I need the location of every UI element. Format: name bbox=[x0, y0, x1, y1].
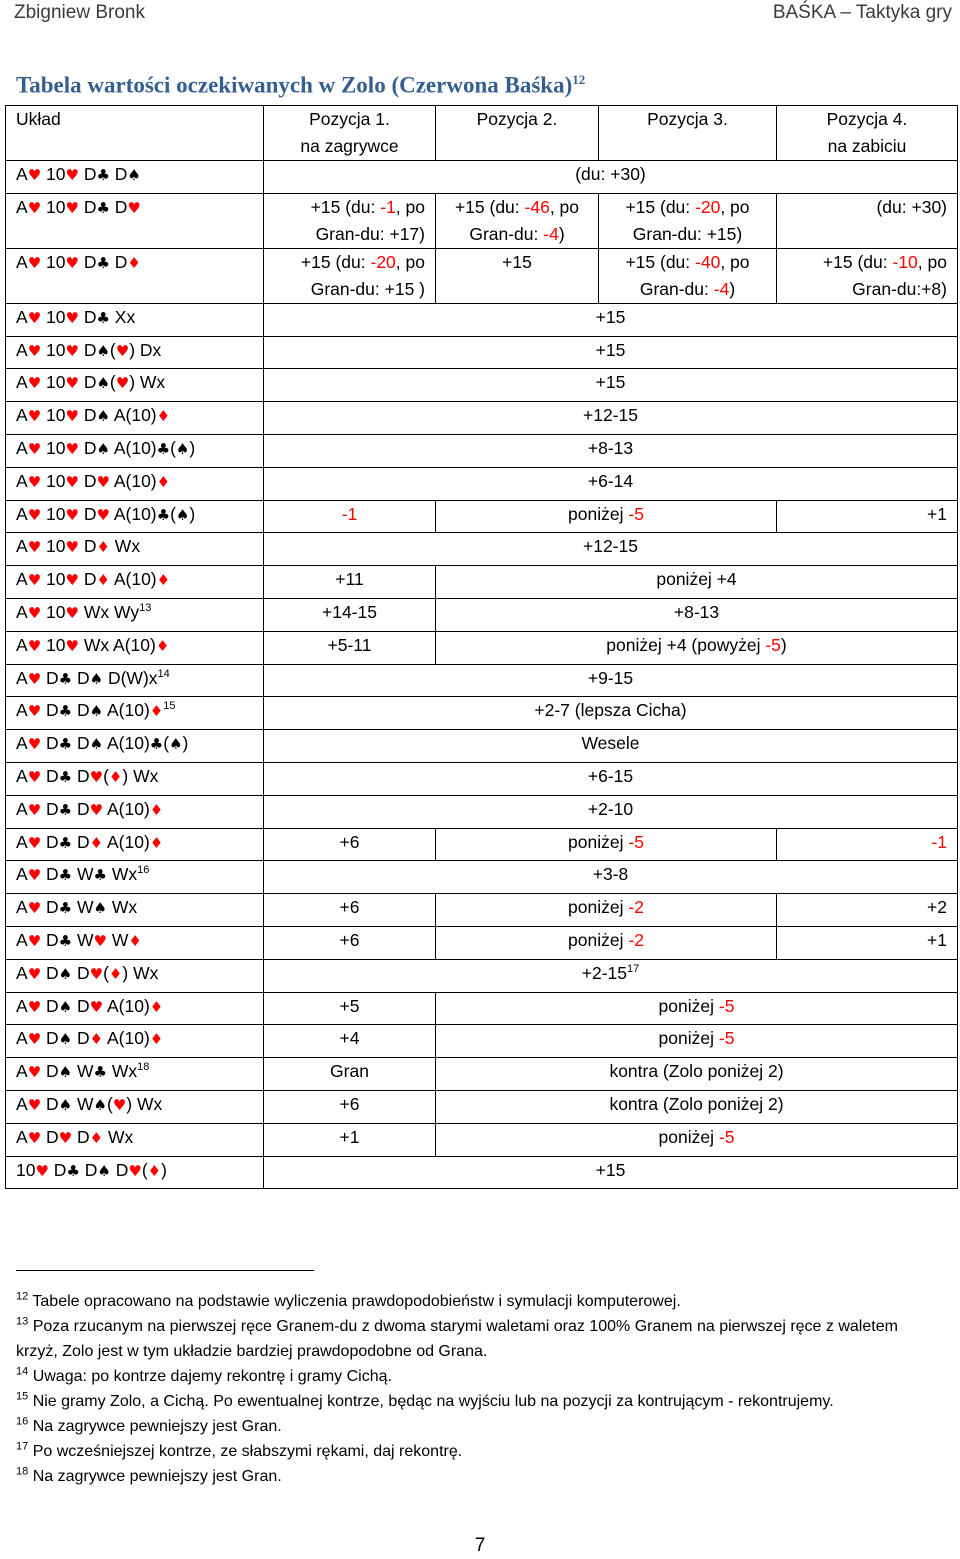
spade-suit-icon: ♠ bbox=[175, 505, 190, 524]
heart-suit-icon: ♥ bbox=[27, 931, 42, 950]
value-cell: +2-10 bbox=[264, 795, 958, 828]
value-cell: +15 bbox=[264, 369, 958, 402]
hand-cell: A♥ 10♥ D♣ Xx bbox=[6, 303, 264, 336]
value-cell: -1 bbox=[777, 828, 958, 861]
hand-cell: A♥ D♣ W♥ W♦ bbox=[6, 926, 264, 959]
value-cell: +1 bbox=[777, 500, 958, 533]
table-row bbox=[6, 894, 958, 927]
diamond-suit-icon: ♦ bbox=[147, 1161, 162, 1180]
heart-suit-icon: ♥ bbox=[27, 505, 42, 524]
footnote-number: 12 bbox=[16, 1290, 29, 1303]
hand-cell: A♥ 10♥ D♥ A(10)♦ bbox=[6, 467, 264, 500]
table-row bbox=[6, 161, 958, 194]
table-row bbox=[6, 697, 958, 730]
hand-cell: A♥ D♠ W♣ Wx$^{18}$ bbox=[6, 1058, 264, 1091]
spade-suit-icon: ♠ bbox=[58, 1095, 73, 1114]
table-row bbox=[6, 500, 958, 533]
heart-suit-icon: ♥ bbox=[35, 1161, 49, 1180]
hand-cell: A♥ D♣ D♠ D(W)x$^{14}$ bbox=[6, 664, 264, 697]
hand-cell: A♥ 10♥ Wx Wy$^{13}$ bbox=[6, 598, 264, 631]
value-cell: +15 (du: -20, po Gran-du: +15 ) bbox=[264, 248, 436, 303]
spade-suit-icon: ♠ bbox=[169, 735, 183, 754]
club-suit-icon: ♣ bbox=[66, 1161, 80, 1180]
heart-suit-icon: ♥ bbox=[128, 1161, 142, 1180]
heart-suit-icon: ♥ bbox=[65, 341, 79, 360]
footnote-number: 14 bbox=[16, 1365, 29, 1378]
table-row bbox=[6, 467, 958, 500]
hand-cell: A♥ D♣ W♣ Wx$^{16}$ bbox=[6, 861, 264, 894]
footnote-item: $^{17}$ Po wcześniejszej kontrze, ze słabszymi rękami, daj rekontrę. bbox=[16, 1440, 463, 1460]
diamond-suit-icon: ♦ bbox=[127, 253, 141, 272]
hand-cell: A♥ D♣ D♥ A(10)♦ bbox=[6, 795, 264, 828]
heart-suit-icon: ♥ bbox=[93, 931, 107, 950]
title-footnote-ref: 12 bbox=[572, 72, 586, 87]
table-row bbox=[6, 598, 958, 631]
table-row bbox=[6, 992, 958, 1025]
value-cell: +4 bbox=[264, 1025, 436, 1058]
hand-cell: A♥ 10♥ D♦ A(10)♦ bbox=[6, 566, 264, 599]
diamond-suit-icon: ♦ bbox=[89, 1030, 104, 1049]
club-suit-icon: ♣ bbox=[93, 866, 107, 885]
table-row bbox=[6, 248, 958, 303]
diamond-suit-icon: ♦ bbox=[96, 571, 110, 590]
heart-suit-icon: ♥ bbox=[65, 472, 79, 491]
table-row bbox=[6, 1090, 958, 1123]
table-row bbox=[6, 861, 958, 894]
footnote-item: $^{15}$ Nie gramy Zolo, a Cichą. Po ewentualnej kontrze, będąc na wyjściu lub na pozycji za kontrującym - rekontrujemy. bbox=[16, 1390, 834, 1410]
header-position-2: Pozycja 2. bbox=[436, 106, 599, 161]
value-cell: +2-15$^{17}$ bbox=[264, 959, 958, 992]
table-row bbox=[6, 1025, 958, 1058]
value-cell: +15 (du: -40, po Gran-du: -4) bbox=[599, 248, 777, 303]
hand-cell: A♥ 10♥ D♣ D♠ bbox=[6, 161, 264, 194]
hand-cell: A♥ D♣ D♥(♦) Wx bbox=[6, 762, 264, 795]
hand-cell: A♥ D♣ D♠ A(10)♦$^{15}$ bbox=[6, 697, 264, 730]
spade-suit-icon: ♠ bbox=[89, 735, 104, 754]
table-row bbox=[6, 730, 958, 763]
table-row bbox=[6, 959, 958, 992]
heart-suit-icon: ♥ bbox=[27, 767, 42, 786]
spade-suit-icon: ♠ bbox=[97, 1161, 111, 1180]
value-cell: +2 bbox=[777, 894, 958, 927]
value-cell: +3-8 bbox=[264, 861, 958, 894]
table-row bbox=[6, 795, 958, 828]
value-cell: poniżej -5 bbox=[436, 992, 958, 1025]
diamond-suit-icon: ♦ bbox=[149, 800, 164, 819]
footnote-ref: 15 bbox=[163, 700, 176, 713]
heart-suit-icon: ♥ bbox=[27, 603, 42, 622]
table-row bbox=[6, 631, 958, 664]
club-suit-icon: ♣ bbox=[58, 735, 73, 754]
value-cell: +1 bbox=[264, 1123, 436, 1156]
header-position-3: Pozycja 3. bbox=[599, 106, 777, 161]
heart-suit-icon: ♥ bbox=[65, 374, 79, 393]
diamond-suit-icon: ♦ bbox=[149, 1030, 164, 1049]
value-cell: Wesele bbox=[264, 730, 958, 763]
value-cell: +8-13 bbox=[436, 598, 958, 631]
spade-suit-icon: ♠ bbox=[89, 669, 104, 688]
footnote-ref: 16 bbox=[137, 864, 150, 877]
heart-suit-icon: ♥ bbox=[65, 407, 79, 426]
heart-suit-icon: ♥ bbox=[65, 308, 79, 327]
heart-suit-icon: ♥ bbox=[89, 964, 104, 983]
hand-cell: A♥ 10♥ D♠(♥) Wx bbox=[6, 369, 264, 402]
expected-values-table bbox=[5, 105, 958, 1189]
hand-cell: A♥ 10♥ D♣ D♥ bbox=[6, 193, 264, 248]
value-cell: -1 bbox=[264, 500, 436, 533]
footnotes bbox=[16, 1289, 936, 1489]
club-suit-icon: ♣ bbox=[58, 931, 73, 950]
footnote-number: 17 bbox=[16, 1440, 29, 1453]
heart-suit-icon: ♥ bbox=[27, 1063, 42, 1082]
heart-suit-icon: ♥ bbox=[58, 1128, 73, 1147]
heart-suit-icon: ♥ bbox=[27, 899, 42, 918]
diamond-suit-icon: ♦ bbox=[128, 931, 142, 950]
header-uklad: Układ bbox=[6, 106, 264, 161]
value-cell: +15 (du: -20, po Gran-du: +15) bbox=[599, 193, 777, 248]
table-header-row bbox=[6, 106, 958, 161]
table-row bbox=[6, 533, 958, 566]
value-cell: +15 bbox=[264, 336, 958, 369]
diamond-suit-icon: ♦ bbox=[149, 702, 164, 721]
table-row bbox=[6, 369, 958, 402]
heart-suit-icon: ♥ bbox=[65, 603, 79, 622]
heart-suit-icon: ♥ bbox=[27, 1095, 42, 1114]
title-text: Tabela wartości oczekiwanych w Zolo (Czerwona Baśka) bbox=[16, 72, 573, 98]
value-cell: +11 bbox=[264, 566, 436, 599]
heart-suit-icon: ♥ bbox=[96, 505, 110, 524]
spade-suit-icon: ♠ bbox=[93, 899, 107, 918]
heart-suit-icon: ♥ bbox=[27, 636, 42, 655]
value-cell: (du: +30) bbox=[777, 193, 958, 248]
header-author: Zbigniew Bronk bbox=[14, 2, 145, 23]
diamond-suit-icon: ♦ bbox=[155, 636, 170, 655]
value-cell: +5 bbox=[264, 992, 436, 1025]
diamond-suit-icon: ♦ bbox=[96, 538, 110, 557]
value-cell: poniżej -5 bbox=[436, 1025, 958, 1058]
footnote-number: 15 bbox=[16, 1390, 29, 1403]
value-cell: +12-15 bbox=[264, 402, 958, 435]
footnote-number: 18 bbox=[16, 1465, 29, 1478]
value-cell: Gran bbox=[264, 1058, 436, 1091]
club-suit-icon: ♣ bbox=[156, 505, 171, 524]
heart-suit-icon: ♥ bbox=[27, 439, 42, 458]
header-position-4: Pozycja 4. na zabiciu bbox=[777, 106, 958, 161]
value-cell: +12-15 bbox=[264, 533, 958, 566]
header-position-1: Pozycja 1. na zagrywce bbox=[264, 106, 436, 161]
heart-suit-icon: ♥ bbox=[65, 636, 79, 655]
heart-suit-icon: ♥ bbox=[27, 1030, 42, 1049]
hand-cell: A♥ D♠ D♦ A(10)♦ bbox=[6, 1025, 264, 1058]
heart-suit-icon: ♥ bbox=[27, 833, 42, 852]
value-cell: +1 bbox=[777, 926, 958, 959]
hand-cell: A♥ 10♥ D♠ A(10)♣(♠) bbox=[6, 434, 264, 467]
footnote-ref: 14 bbox=[157, 667, 170, 680]
table-row bbox=[6, 1123, 958, 1156]
heart-suit-icon: ♥ bbox=[27, 997, 42, 1016]
heart-suit-icon: ♥ bbox=[27, 308, 42, 327]
diamond-suit-icon: ♦ bbox=[149, 997, 164, 1016]
heart-suit-icon: ♥ bbox=[65, 505, 79, 524]
value-cell: poniżej -2 bbox=[436, 926, 777, 959]
heart-suit-icon: ♥ bbox=[65, 198, 79, 217]
hand-cell: A♥ D♣ D♦ A(10)♦ bbox=[6, 828, 264, 861]
heart-suit-icon: ♥ bbox=[27, 1128, 42, 1147]
spade-suit-icon: ♠ bbox=[175, 439, 190, 458]
heart-suit-icon: ♥ bbox=[27, 800, 42, 819]
heart-suit-icon: ♥ bbox=[27, 198, 42, 217]
heart-suit-icon: ♥ bbox=[65, 253, 79, 272]
heart-suit-icon: ♥ bbox=[27, 166, 42, 184]
hand-cell: A♥ 10♥ D♠ A(10)♦ bbox=[6, 402, 264, 435]
heart-suit-icon: ♥ bbox=[112, 1095, 127, 1114]
heart-suit-icon: ♥ bbox=[96, 472, 110, 491]
hand-cell: A♥ D♣ D♠ A(10)♣(♠) bbox=[6, 730, 264, 763]
page-title bbox=[16, 72, 585, 99]
table-row bbox=[6, 926, 958, 959]
value-cell: poniżej +4 (powyżej -5) bbox=[436, 631, 958, 664]
spade-suit-icon: ♠ bbox=[96, 439, 110, 458]
hand-cell: A♥ 10♥ D♠(♥) Dx bbox=[6, 336, 264, 369]
club-suit-icon: ♣ bbox=[93, 1063, 107, 1082]
table-row bbox=[6, 762, 958, 795]
hand-cell: A♥ 10♥ D♥ A(10)♣(♠) bbox=[6, 500, 264, 533]
value-cell: +2-7 (lepsza Cicha) bbox=[264, 697, 958, 730]
value-cell: +6-15 bbox=[264, 762, 958, 795]
heart-suit-icon: ♥ bbox=[115, 341, 130, 360]
value-cell: +6 bbox=[264, 1090, 436, 1123]
spade-suit-icon: ♠ bbox=[93, 1095, 107, 1114]
footnote-item: $^{13}$ Poza rzucanym na pierwszej ręce Granem-du z dwoma starymi waletami oraz 100% Granem na pierwszej ręce z waletem krzyż, Zolo jest w tym układzie bardziej prawdopodobne od Grana. bbox=[16, 1315, 898, 1360]
heart-suit-icon: ♥ bbox=[27, 669, 42, 688]
table-row bbox=[6, 828, 958, 861]
heart-suit-icon: ♥ bbox=[27, 702, 42, 721]
table-row bbox=[6, 1058, 958, 1091]
diamond-suit-icon: ♦ bbox=[156, 472, 171, 491]
table-row bbox=[6, 336, 958, 369]
heart-suit-icon: ♥ bbox=[27, 964, 42, 983]
heart-suit-icon: ♥ bbox=[89, 997, 104, 1016]
diamond-suit-icon: ♦ bbox=[149, 833, 164, 852]
page-number: 7 bbox=[474, 1535, 486, 1556]
header-document-title: BAŚKA – Taktyka gry bbox=[772, 2, 952, 23]
heart-suit-icon: ♥ bbox=[27, 571, 42, 590]
hand-cell: A♥ D♠ D♥ A(10)♦ bbox=[6, 992, 264, 1025]
footnote-separator bbox=[16, 1270, 314, 1271]
club-suit-icon: ♣ bbox=[58, 702, 73, 721]
value-cell: +15 bbox=[264, 1156, 958, 1189]
hand-cell: A♥ D♠ D♥(♦) Wx bbox=[6, 959, 264, 992]
spade-suit-icon: ♠ bbox=[58, 997, 73, 1016]
club-suit-icon: ♣ bbox=[156, 439, 171, 458]
footnote-item: $^{16}$ Na zagrywce pewniejszy jest Gran. bbox=[16, 1415, 282, 1435]
value-cell: poniżej -5 bbox=[436, 500, 777, 533]
table-row bbox=[6, 193, 958, 248]
heart-suit-icon: ♥ bbox=[65, 166, 79, 184]
diamond-suit-icon: ♦ bbox=[108, 964, 123, 983]
club-suit-icon: ♣ bbox=[58, 833, 73, 852]
hand-cell: A♥ D♠ W♠(♥) Wx bbox=[6, 1090, 264, 1123]
diamond-suit-icon: ♦ bbox=[108, 767, 123, 786]
value-cell: +6 bbox=[264, 926, 436, 959]
hand-cell: A♥ 10♥ D♣ D♦ bbox=[6, 248, 264, 303]
club-suit-icon: ♣ bbox=[58, 899, 73, 918]
table-row bbox=[6, 303, 958, 336]
value-cell: +14-15 bbox=[264, 598, 436, 631]
footnote-item: $^{18}$ Na zagrywce pewniejszy jest Gran. bbox=[16, 1465, 282, 1485]
hand-cell: 10♥ D♣ D♠ D♥(♦) bbox=[6, 1156, 264, 1189]
table-row bbox=[6, 566, 958, 599]
heart-suit-icon: ♥ bbox=[65, 571, 79, 590]
value-cell: +15 bbox=[264, 303, 958, 336]
heart-suit-icon: ♥ bbox=[89, 800, 104, 819]
value-cell: +9-15 bbox=[264, 664, 958, 697]
table-row bbox=[6, 434, 958, 467]
spade-suit-icon: ♠ bbox=[96, 374, 110, 393]
page-header bbox=[0, 0, 960, 30]
diamond-suit-icon: ♦ bbox=[89, 833, 104, 852]
value-cell: (du: +30) bbox=[264, 161, 958, 194]
diamond-suit-icon: ♦ bbox=[156, 571, 171, 590]
value-cell: +15 (du: -10, po Gran-du:+8) bbox=[777, 248, 958, 303]
value-cell: +5-11 bbox=[264, 631, 436, 664]
hand-cell: A♥ 10♥ D♦ Wx bbox=[6, 533, 264, 566]
value-cell: +6 bbox=[264, 828, 436, 861]
heart-suit-icon: ♥ bbox=[89, 767, 104, 786]
hand-cell: A♥ 10♥ Wx A(10)♦ bbox=[6, 631, 264, 664]
spade-suit-icon: ♠ bbox=[96, 407, 110, 426]
heart-suit-icon: ♥ bbox=[27, 866, 42, 885]
value-cell: +6-14 bbox=[264, 467, 958, 500]
value-cell: poniżej -5 bbox=[436, 1123, 958, 1156]
spade-suit-icon: ♠ bbox=[96, 341, 110, 360]
table-row bbox=[6, 664, 958, 697]
value-cell: +8-13 bbox=[264, 434, 958, 467]
value-cell: poniżej -5 bbox=[436, 828, 777, 861]
heart-suit-icon: ♥ bbox=[27, 341, 42, 360]
heart-suit-icon: ♥ bbox=[27, 374, 42, 393]
club-suit-icon: ♣ bbox=[96, 308, 110, 327]
footnote-number: 16 bbox=[16, 1415, 29, 1428]
spade-suit-icon: ♠ bbox=[58, 1063, 73, 1082]
value-cell: +15 bbox=[436, 248, 599, 303]
value-cell: poniżej +4 bbox=[436, 566, 958, 599]
value-cell: kontra (Zolo poniżej 2) bbox=[436, 1090, 958, 1123]
value-cell: kontra (Zolo poniżej 2) bbox=[436, 1058, 958, 1091]
spade-suit-icon: ♠ bbox=[58, 1030, 73, 1049]
table-row bbox=[6, 402, 958, 435]
club-suit-icon: ♣ bbox=[149, 735, 164, 754]
heart-suit-icon: ♥ bbox=[27, 538, 42, 557]
value-cell: +15 (du: -46, po Gran-du: -4) bbox=[436, 193, 599, 248]
value-cell: +15 (du: -1, po Gran-du: +17) bbox=[264, 193, 436, 248]
footnote-number: 13 bbox=[16, 1315, 29, 1328]
heart-suit-icon: ♥ bbox=[27, 407, 42, 426]
club-suit-icon: ♣ bbox=[58, 800, 73, 819]
heart-suit-icon: ♥ bbox=[27, 253, 42, 272]
hand-cell: A♥ D♥ D♦ Wx bbox=[6, 1123, 264, 1156]
heart-suit-icon: ♥ bbox=[127, 198, 141, 217]
spade-suit-icon: ♠ bbox=[58, 964, 73, 983]
heart-suit-icon: ♥ bbox=[65, 538, 79, 557]
club-suit-icon: ♣ bbox=[96, 253, 110, 272]
club-suit-icon: ♣ bbox=[96, 166, 110, 184]
footnote-ref: 13 bbox=[139, 602, 152, 615]
footnote-ref: 18 bbox=[137, 1061, 150, 1074]
value-cell: poniżej -2 bbox=[436, 894, 777, 927]
club-suit-icon: ♣ bbox=[96, 198, 110, 217]
diamond-suit-icon: ♦ bbox=[89, 1128, 104, 1147]
footnote-ref: 17 bbox=[627, 962, 640, 975]
footnote-item: $^{14}$ Uwaga: po kontrze dajemy rekontrę i gramy Cichą. bbox=[16, 1365, 392, 1385]
value-cell: +6 bbox=[264, 894, 436, 927]
diamond-suit-icon: ♦ bbox=[156, 407, 171, 426]
heart-suit-icon: ♥ bbox=[65, 439, 79, 458]
heart-suit-icon: ♥ bbox=[27, 735, 42, 754]
club-suit-icon: ♣ bbox=[58, 866, 73, 885]
spade-suit-icon: ♠ bbox=[127, 166, 141, 184]
table-row bbox=[6, 1156, 958, 1189]
heart-suit-icon: ♥ bbox=[27, 472, 42, 491]
club-suit-icon: ♣ bbox=[58, 767, 73, 786]
heart-suit-icon: ♥ bbox=[115, 374, 130, 393]
footnote-item: $^{12}$ Tabele opracowano na podstawie wyliczenia prawdopodobieństw i symulacji komputerowej. bbox=[16, 1290, 681, 1310]
hand-cell: A♥ D♣ W♠ Wx bbox=[6, 894, 264, 927]
spade-suit-icon: ♠ bbox=[89, 702, 104, 721]
club-suit-icon: ♣ bbox=[58, 669, 73, 688]
